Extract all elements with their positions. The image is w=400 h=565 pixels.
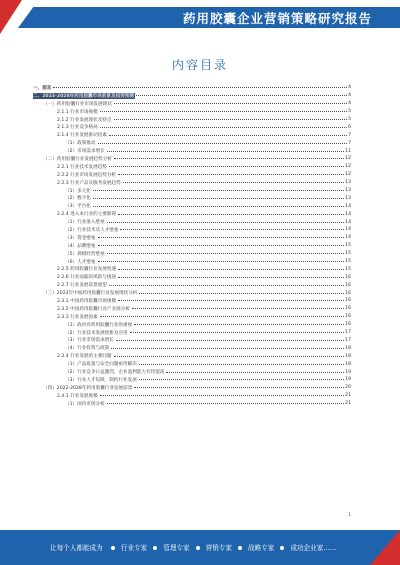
toc-entry-page: 14 xyxy=(345,211,351,217)
toc-leader-dots xyxy=(98,261,345,262)
toc-entry-page: 12 xyxy=(345,172,351,178)
toc-entry-label: （2）数字化 xyxy=(65,196,91,202)
footer-bullet-dot xyxy=(111,546,115,550)
toc-entry[interactable] xyxy=(33,202,351,210)
toc-entry-label: （3）平台化 xyxy=(65,204,91,210)
toc-leader-dots xyxy=(53,87,347,88)
toc-entry-label: 二、2023-2028年药用胶囊市场前景及趋势预测 xyxy=(33,93,134,99)
toc-entry-label: （3）行业人才短缺，制约行业发展 xyxy=(65,377,137,383)
toc-entry-page: 18 xyxy=(345,361,351,367)
report-title: 药用胶囊企业营销策略研究报告 xyxy=(182,11,372,26)
toc-entry-page: 15 xyxy=(345,259,351,265)
toc-entry-label: （5）规模经营壁垒 xyxy=(65,251,105,257)
toc-entry-label: 2.2.2 行业市场发展趋势分析 xyxy=(57,172,117,178)
footer-item: 管理专家 xyxy=(163,544,190,552)
toc-entry-page: 19 xyxy=(345,377,351,383)
toc-entry-label: （3）资金壁垒 xyxy=(65,235,96,241)
toc-entry[interactable] xyxy=(33,281,351,289)
toc-entry[interactable] xyxy=(33,352,351,360)
footer-item: 行业专家 xyxy=(120,544,148,552)
toc-entry[interactable] xyxy=(33,376,351,384)
toc-entry[interactable] xyxy=(33,131,351,139)
toc-entry-label: 2.2.1 行业技术发展趋势 xyxy=(57,164,107,170)
toc-leader-dots xyxy=(98,245,345,246)
footer-bullet-dot xyxy=(153,546,157,550)
footer-red-accent xyxy=(370,530,400,565)
toc-leader-dots xyxy=(93,206,344,207)
toc-entry[interactable] xyxy=(33,305,351,313)
toc-entry-label: 2.2.4 进入本行业的主要障碍 xyxy=(57,212,117,218)
toc-heading: 内容目录 xyxy=(171,58,228,72)
toc-entry-page: 19 xyxy=(345,369,351,375)
footer-lead: 让每个人都能成为 xyxy=(50,544,103,552)
toc-entry-page: 5 xyxy=(348,109,351,115)
toc-entry-page: 20 xyxy=(345,385,351,391)
toc-entry-page: 12 xyxy=(345,164,351,170)
toc-leader-dots xyxy=(98,237,345,238)
toc-leader-dots xyxy=(114,119,348,120)
footer-bullet-dot xyxy=(238,546,242,550)
page-number: 1 xyxy=(348,512,351,517)
toc-entry[interactable] xyxy=(33,265,351,273)
toc-entry[interactable] xyxy=(33,171,351,179)
toc-entry[interactable] xyxy=(33,92,351,100)
toc-entry[interactable] xyxy=(33,139,351,147)
toc-entry-page: 6 xyxy=(348,124,351,130)
toc-entry-page: 15 xyxy=(345,266,351,272)
toc-entry-page: 17 xyxy=(345,330,351,336)
toc-entry-page: 16 xyxy=(345,314,351,320)
toc-entry-page: 13 xyxy=(345,188,351,194)
table-of-contents xyxy=(33,84,351,408)
toc-entry-label: （二）药用胶囊行业发展趋势分析 xyxy=(43,156,112,162)
toc-entry[interactable] xyxy=(33,384,351,392)
toc-leader-dots xyxy=(93,190,344,191)
toc-entry-page: 16 xyxy=(345,306,351,312)
footer-bullet-dot xyxy=(196,546,200,550)
toc-leader-dots xyxy=(166,372,344,373)
toc-entry-page: 16 xyxy=(345,290,351,296)
toc-entry-label: 2.2.7 行业发展前景展望 xyxy=(57,283,107,289)
toc-entry-label: （四）2022-2028年药用胶囊行业发展前景 xyxy=(43,385,133,391)
toc-entry-page: 4 xyxy=(348,93,351,99)
footer-slogan xyxy=(50,542,337,552)
toc-entry-page: 14 xyxy=(345,235,351,241)
toc-leader-dots xyxy=(107,151,344,152)
toc-entry-page: 17 xyxy=(345,337,351,343)
footer-banner xyxy=(0,530,400,565)
toc-entry-label: （6）人才壁垒 xyxy=(65,259,96,265)
toc-entry-page: 14 xyxy=(345,219,351,225)
toc-entry-label: 2.3.3 行业发展因素 xyxy=(57,314,98,320)
footer-item: 成功企业家…… xyxy=(290,544,337,552)
toc-leader-dots xyxy=(111,348,344,349)
toc-entry-label: （4）品牌壁垒 xyxy=(65,243,96,249)
toc-leader-dots xyxy=(123,182,344,183)
toc-entry-page: 16 xyxy=(345,322,351,328)
toc-entry[interactable] xyxy=(33,329,351,337)
toc-entry-label: （4）行业投资与政策 xyxy=(65,346,110,352)
toc-leader-dots xyxy=(134,324,344,325)
toc-leader-dots xyxy=(100,395,344,396)
toc-entry[interactable] xyxy=(33,123,351,131)
toc-entry-label: （1）政府对药用胶囊行业的重视 xyxy=(65,322,133,328)
toc-entry-page: 16 xyxy=(345,298,351,304)
toc-entry-label: 2.1.2 行业发展现状及特点 xyxy=(57,117,112,123)
toc-entry-label: 一、前言 xyxy=(33,85,52,91)
toc-entry[interactable] xyxy=(33,368,351,376)
toc-entry-page: 13 xyxy=(345,195,351,201)
toc-leader-dots xyxy=(134,387,344,388)
toc-entry-page: 18 xyxy=(345,353,351,359)
toc-leader-dots xyxy=(107,403,344,404)
toc-entry-page: 15 xyxy=(345,251,351,257)
toc-entry[interactable] xyxy=(33,289,351,297)
toc-entry-page: 21 xyxy=(345,393,351,399)
toc-entry[interactable] xyxy=(33,187,351,195)
toc-entry-page: 16 xyxy=(345,274,351,280)
toc-entry-label: （1）政策推动 xyxy=(65,141,96,147)
toc-entry[interactable] xyxy=(33,218,351,226)
toc-entry[interactable] xyxy=(33,179,351,187)
toc-entry-page: 18 xyxy=(345,345,351,351)
toc-leader-dots xyxy=(118,277,344,278)
toc-entry-page: 13 xyxy=(345,180,351,186)
toc-entry-label: 2.3.4 行业发展的主要问题 xyxy=(57,354,112,360)
toc-entry[interactable] xyxy=(33,108,351,116)
toc-leader-dots xyxy=(107,253,344,254)
toc-entry-page: 14 xyxy=(345,227,351,233)
toc-entry-page: 15 xyxy=(345,243,351,249)
toc-entry-label: 2.3.2 中国药用胶囊行业产业链分析 xyxy=(57,306,130,312)
toc-entry-page: 7 xyxy=(348,140,351,146)
toc-leader-dots xyxy=(100,127,347,128)
toc-entry-page: 7 xyxy=(348,132,351,138)
footer-bullet-dot xyxy=(280,546,284,550)
toc-entry-label: （1）行业准入壁垒 xyxy=(65,220,105,226)
toc-entry-label: （2）行业竞争日益激烈，企业盈利能力有待提高 xyxy=(65,370,165,375)
toc-entry-label: （2）行业技术发展创新及应用 xyxy=(65,330,128,336)
toc-entry-page: 21 xyxy=(345,401,351,407)
toc-entry[interactable] xyxy=(33,242,351,250)
toc-entry-page: 12 xyxy=(345,156,351,162)
toc-entry[interactable] xyxy=(33,337,351,345)
toc-entry-page: 5 xyxy=(348,117,351,122)
toc-leader-dots xyxy=(132,308,344,309)
toc-entry-label: （1）产品质量与安全问题亟待解决 xyxy=(65,362,137,368)
toc-entry[interactable] xyxy=(33,194,351,202)
toc-entry-page: 14 xyxy=(345,203,351,209)
toc-entry[interactable] xyxy=(33,360,351,368)
toc-entry[interactable] xyxy=(33,250,351,258)
toc-leader-dots xyxy=(100,111,347,112)
toc-entry-label: （1）多元化 xyxy=(65,188,91,194)
toc-entry[interactable] xyxy=(33,84,351,92)
toc-leader-dots xyxy=(116,340,344,341)
toc-entry-label: 2.2.3 行业产品及服务发展趋势 xyxy=(57,180,121,186)
toc-leader-dots xyxy=(93,198,344,199)
toc-entry-label: 2.1.3 行业竞争格局 xyxy=(57,125,98,131)
toc-entry-label: 2.4.1 行业发展规模 xyxy=(57,393,98,399)
toc-entry[interactable] xyxy=(33,258,351,266)
toc-entry-label: （2）市场需求增长 xyxy=(65,149,105,155)
toc-entry-label: （一）药用胶囊行业市场发展现状 xyxy=(43,101,112,107)
toc-leader-dots xyxy=(118,214,344,215)
toc-entry[interactable] xyxy=(33,313,351,321)
toc-leader-dots xyxy=(114,103,347,104)
toc-entry[interactable] xyxy=(33,163,351,171)
report-header xyxy=(0,0,400,34)
toc-entry[interactable] xyxy=(33,147,351,155)
toc-entry[interactable] xyxy=(33,210,351,218)
toc-leader-dots xyxy=(136,95,347,96)
toc-entry[interactable] xyxy=(33,400,351,408)
toc-entry[interactable] xyxy=(33,321,351,329)
toc-leader-dots xyxy=(114,158,344,159)
toc-entry-label: （3）行业市场需求增长 xyxy=(65,338,114,344)
footer-item: 战略专家 xyxy=(247,544,275,552)
toc-leader-dots xyxy=(120,229,344,230)
toc-entry-label: （三）2023年中国药用胶囊行业发展现状分析 xyxy=(43,291,138,297)
toc-entry[interactable] xyxy=(33,116,351,124)
toc-entry[interactable] xyxy=(33,273,351,281)
toc-leader-dots xyxy=(114,356,345,357)
toc-entry-page: 4 xyxy=(348,85,351,91)
toc-leader-dots xyxy=(118,269,344,270)
toc-entry[interactable] xyxy=(33,234,351,242)
toc-entry-page: 4 xyxy=(348,101,351,107)
toc-leader-dots xyxy=(109,285,344,286)
toc-leader-dots xyxy=(130,332,344,333)
toc-leader-dots xyxy=(139,364,344,365)
toc-leader-dots xyxy=(109,135,347,136)
toc-entry-label: 2.2.5 药用胶囊行业发展机遇 xyxy=(57,267,117,273)
toc-entry-label: （2）行业技术及人才壁垒 xyxy=(65,227,119,233)
toc-entry[interactable] xyxy=(33,226,351,234)
toc-leader-dots xyxy=(139,379,344,380)
toc-entry-page: 16 xyxy=(345,282,351,288)
toc-entry-label: （1）国内市场分析 xyxy=(65,401,105,407)
footer-item: 营销专家 xyxy=(205,544,232,552)
toc-leader-dots xyxy=(98,143,348,144)
toc-leader-dots xyxy=(139,293,344,294)
toc-entry[interactable] xyxy=(33,155,351,163)
toc-leader-dots xyxy=(107,222,344,223)
toc-leader-dots xyxy=(118,174,344,175)
toc-entry[interactable] xyxy=(33,344,351,352)
header-red-accent xyxy=(0,0,22,34)
toc-entry[interactable] xyxy=(33,100,351,108)
toc-entry[interactable] xyxy=(33,392,351,400)
toc-entry-label: 2.3.1 中国药用胶囊市场规模 xyxy=(57,298,117,304)
toc-entry-label: 2.1.4 行业发展驱动因素 xyxy=(57,133,107,139)
toc-leader-dots xyxy=(109,166,344,167)
toc-leader-dots xyxy=(100,316,344,317)
toc-entry[interactable] xyxy=(33,297,351,305)
toc-entry-page: 11 xyxy=(345,148,351,154)
toc-entry-label: 2.2.6 行业面临的风险与挑战 xyxy=(57,275,117,281)
toc-leader-dots xyxy=(118,300,344,301)
toc-entry-label: 2.1.1 行业市场规模 xyxy=(57,109,98,115)
